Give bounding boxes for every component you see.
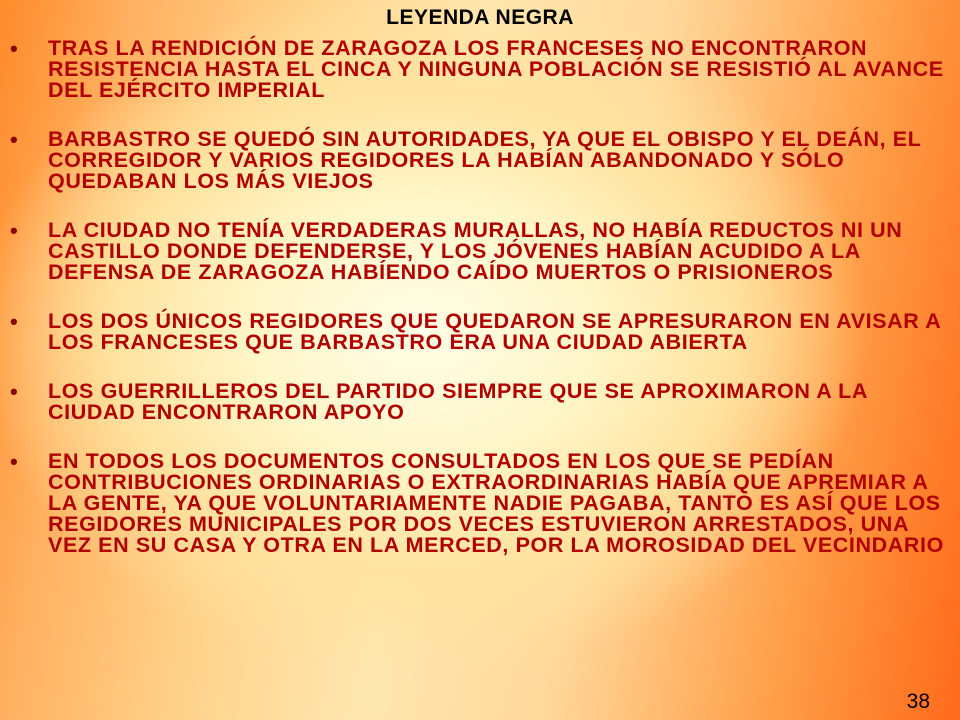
bullet-text: LA CIUDAD NO TENÍA VERDADERAS MURALLAS, NO HABÍA REDUCTOS NI UN CASTILLO DONDE DEFENDERSE, Y LOS JÓVENES HABÍAN ACUDIDO A LA DEFENSA DE ZARAGOZA HABÍENDO CAÍDO MUERTOS O PRISIONEROS xyxy=(48,218,903,284)
bullet-text: TRAS LA RENDICIÓN DE ZARAGOZA LOS FRANCESES NO ENCONTRARON RESISTENCIA HASTA EL CINCA Y NINGUNA POBLACIÓN SE RESISTIÓ AL AVANCE DEL EJÉRCITO IMPERIAL xyxy=(48,36,944,102)
slide-title: LEYENDA NEGRA xyxy=(386,6,574,29)
bullet-icon: • xyxy=(10,127,19,152)
bullet-item xyxy=(0,38,960,101)
bullet-item xyxy=(0,451,960,556)
bullet-list xyxy=(0,38,960,584)
bullet-icon: • xyxy=(10,309,19,334)
bullet-text: LOS GUERRILLEROS DEL PARTIDO SIEMPRE QUE SE APROXIMARON A LA CIUDAD ENCONTRARON APOYO xyxy=(48,379,868,424)
page-number: 38 xyxy=(906,690,930,713)
bullet-icon: • xyxy=(10,449,19,474)
bullet-icon: • xyxy=(10,218,19,243)
bullet-text: BARBASTRO SE QUEDÓ SIN AUTORIDADES, YA QUE EL OBISPO Y EL DEÁN, EL CORREGIDOR Y VARIOS REGIDORES LA HABÍAN ABANDONADO Y SÓLO QUEDABAN LOS MÁS VIEJOS xyxy=(48,127,922,193)
bullet-item xyxy=(0,220,960,283)
bullet-item xyxy=(0,381,960,423)
bullet-text: EN TODOS LOS DOCUMENTOS CONSULTADOS EN LOS QUE SE PEDÍAN CONTRIBUCIONES ORDINARIAS O EXTRAORDINARIAS HABÍA QUE APREMIAR A LA GENTE, YA QUE VOLUNTARIAMENTE NADIE PAGABA, TANTO ES ASÍ QUE LOS REGIDORES MUNICIPALES POR DOS VECES ESTUVIERON ARRESTADOS, UNA VEZ EN SU CASA Y OTRA EN LA MERCED, POR LA MOROSIDAD DEL VECINDARIO xyxy=(48,449,944,557)
bullet-icon: • xyxy=(10,379,19,404)
bullet-item xyxy=(0,311,960,353)
bullet-item xyxy=(0,129,960,192)
bullet-icon: • xyxy=(10,36,19,61)
bullet-text: LOS DOS ÚNICOS REGIDORES QUE QUEDARON SE APRESURARON EN AVISAR A LOS FRANCESES QUE BARBASTRO ERA UNA CIUDAD ABIERTA xyxy=(48,309,941,354)
